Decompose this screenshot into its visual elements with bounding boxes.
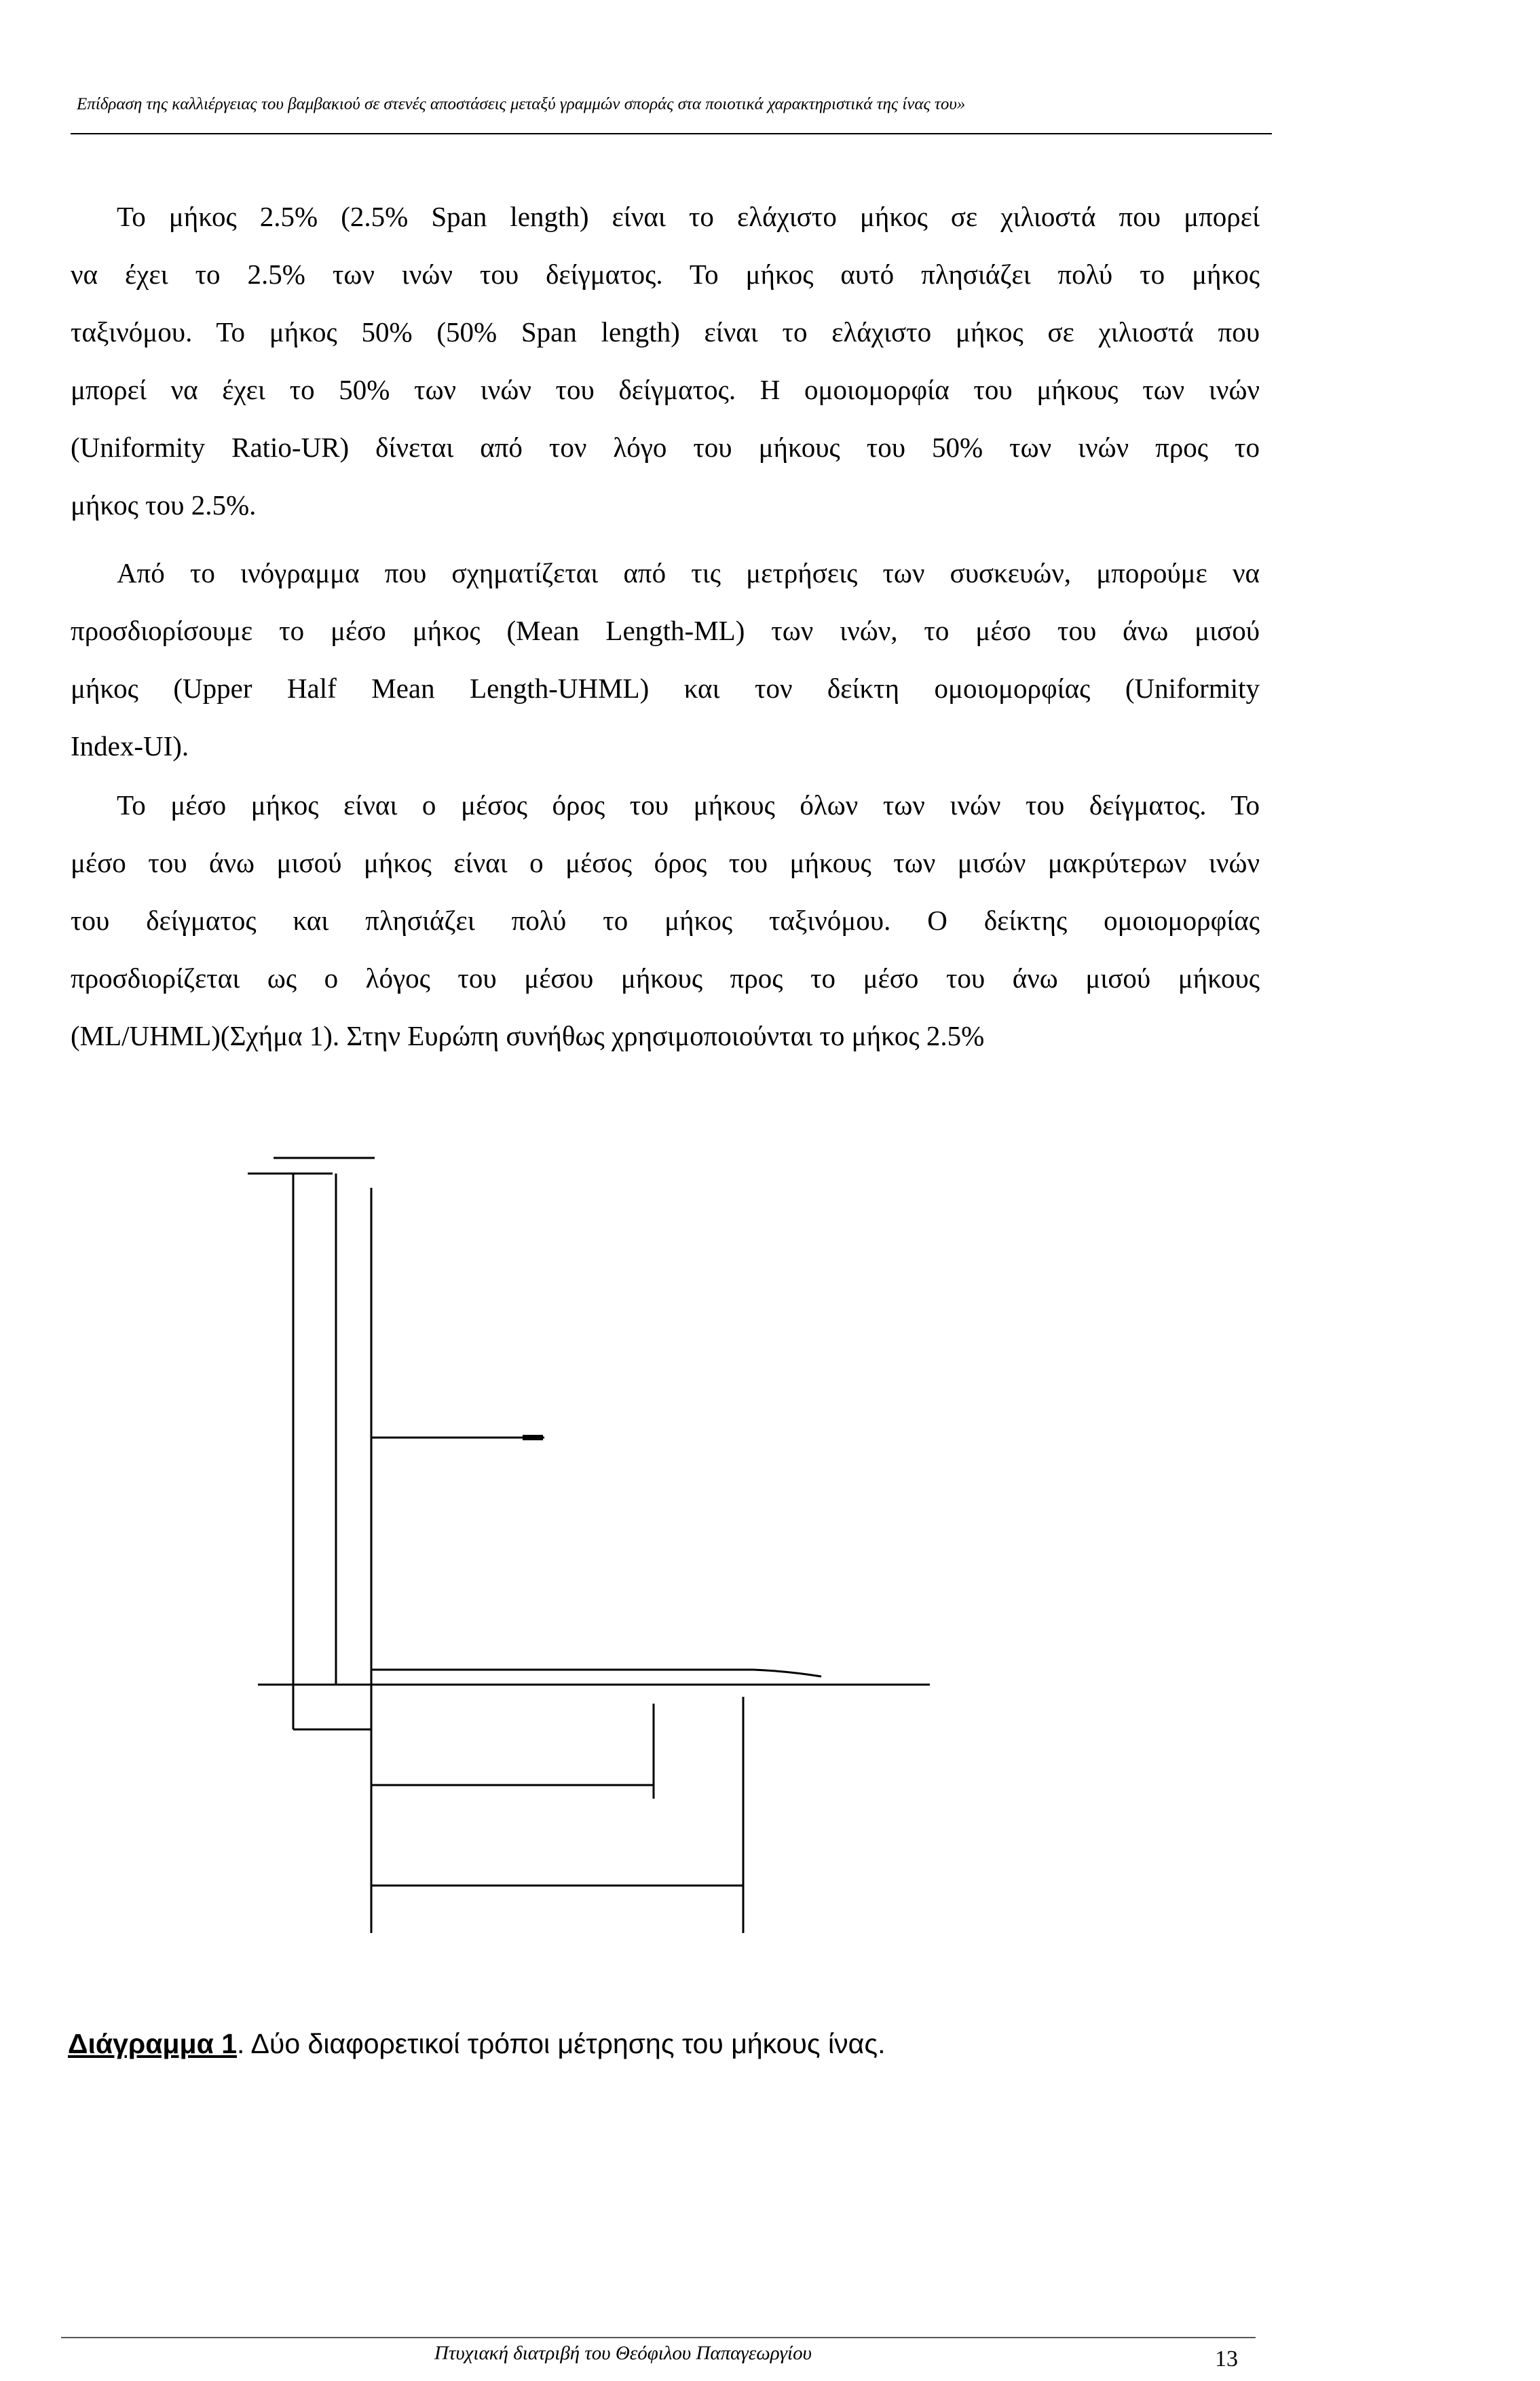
paragraph-1-line: μήκος του 2.5%.: [71, 489, 257, 521]
footer-rule: [61, 2337, 1256, 2338]
paragraph-1-line: ταξινόμου. Το μήκος 50% (50% Span length) είναι το ελάχιστο μήκος σε χιλιοστά που: [71, 316, 1260, 348]
paragraph-1-line: (Uniformity Ratio-UR) δίνεται από τον λόγο του μήκους του 50% των ινών προς το: [71, 432, 1260, 463]
figure-caption: [68, 2028, 886, 2060]
paragraph-3-line: (ML/UHML)(Σχήμα 1). Στην Ευρώπη συνήθως χρησιμοποιούνται το μήκος 2.5%: [71, 1020, 985, 1051]
running-header: Επίδραση της καλλιέργειας του βαμβακιού σε στενές αποστάσεις μεταξύ γραμμών σποράς στα ποιοτικά χαρακτηριστικά της ίνας του»: [77, 95, 966, 113]
paragraph-3-line: προσδιορίζεται ως ο λόγος του μέσου μήκους προς το μέσο του άνω μισού μήκους: [71, 962, 1260, 994]
paragraph-3-line: μέσο του άνω μισού μήκος είναι ο μέσος όρος του μήκους των μισών μακρύτερων ινών: [71, 847, 1260, 878]
page-number: 13: [1215, 2346, 1238, 2371]
figure-caption-text: . Δύο διαφορετικοί τρόποι μέτρησης του μήκους ίνας.: [237, 2028, 886, 2059]
figure-caption-label: Διάγραμμα 1: [68, 2028, 238, 2059]
paragraph-2-line: προσδιορίσουμε το μέσο μήκος (Mean Length-ML) των ινών, το μέσο του άνω μισού: [71, 615, 1260, 646]
diagram-curve-tail: [753, 1670, 821, 1676]
paragraph-2-line: μήκος (Upper Half Mean Length-UHML) και τον δείκτη ομοιομορφίας (Uniformity: [71, 673, 1260, 704]
paragraph-3-line: Το μέσο μήκος είναι ο μέσος όρος του μήκους όλων των ινών του δείγματος. Το: [117, 789, 1260, 821]
paragraph-1-line: Το μήκος 2.5% (2.5% Span length) είναι το ελάχιστο μήκος σε χιλιοστά που μπορεί: [117, 201, 1260, 232]
paragraph-1-line: μπορεί να έχει το 50% των ινών του δείγματος. Η ομοιομορφία του μήκους των ινών: [71, 374, 1260, 405]
paragraph-1-line: να έχει το 2.5% των ινών του δείγματος. Το μήκος αυτό πλησιάζει πολύ το μήκος: [71, 259, 1260, 290]
paragraph-2-line: Από το ινόγραμμα που σχηματίζεται από τις μετρήσεις των συσκευών, μπορούμε να: [117, 557, 1260, 588]
paragraph-3-line: του δείγματος και πλησιάζει πολύ το μήκος ταξινόμου. Ο δείκτης ομοιομορφίας: [71, 905, 1260, 936]
diagram-mid-step-mark: [523, 1435, 543, 1440]
footer-author: Πτυχιακή διατριβή του Θεόφιλου Παπαγεωργίου: [434, 2342, 812, 2364]
paragraph-2-line: Index-UI).: [71, 730, 189, 762]
